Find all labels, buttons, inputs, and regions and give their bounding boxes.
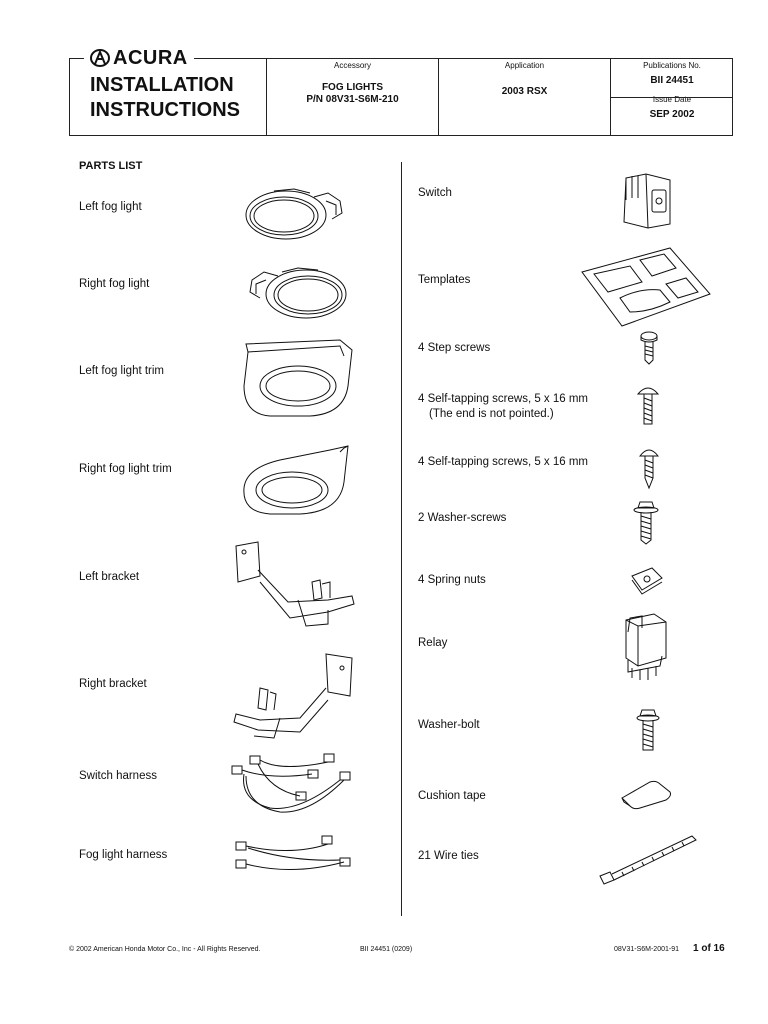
self-tapping-blunt-label: 4 Self-tapping screws, 5 x 16 mm bbox=[418, 393, 589, 405]
publications-value: BII 24451 bbox=[650, 75, 694, 86]
part-label-spring-nuts: 4 Spring nuts bbox=[418, 574, 486, 586]
footer-doc-code: BII 24451 (0209) bbox=[360, 946, 413, 953]
part-label-step-screws: 4 Step screws bbox=[418, 342, 491, 354]
part-label-fog-light-harness: Fog light harness bbox=[79, 849, 168, 861]
spring-nut-icon bbox=[628, 566, 664, 594]
accessory-cell bbox=[266, 59, 438, 135]
self-tapping-screw-icon bbox=[638, 446, 660, 490]
switch-harness-icon bbox=[230, 750, 358, 818]
part-label-right-fog-light: Right fog light bbox=[79, 278, 150, 290]
left-bracket-icon bbox=[228, 540, 358, 630]
cell-divider bbox=[611, 97, 733, 98]
application-label: Application bbox=[504, 61, 545, 70]
part-label-washer-screws: 2 Washer-screws bbox=[418, 512, 507, 524]
self-tapping-blunt-note: (The end is not pointed.) bbox=[429, 408, 554, 420]
part-label-templates: Templates bbox=[418, 274, 471, 286]
column-divider bbox=[401, 162, 402, 916]
footer-part-code: 08V31-S6M-2001-91 bbox=[614, 946, 679, 953]
accessory-label: Accessory bbox=[334, 61, 371, 70]
issue-date-value: SEP 2002 bbox=[649, 109, 695, 120]
page-number: 1 of 16 bbox=[693, 943, 725, 954]
templates-icon bbox=[580, 246, 712, 328]
part-label-relay: Relay bbox=[418, 637, 448, 649]
part-label-washer-bolt: Washer-bolt bbox=[418, 719, 480, 731]
right-bracket-icon bbox=[230, 648, 358, 740]
part-label-switch-harness: Switch harness bbox=[79, 770, 157, 782]
footer-copyright: © 2002 American Honda Motor Co., Inc - All Rights Reserved. bbox=[69, 946, 261, 953]
part-label-cushion-tape: Cushion tape bbox=[418, 790, 486, 802]
acura-logo-icon bbox=[90, 49, 110, 67]
brand-name: ACURA bbox=[113, 46, 188, 69]
page-title bbox=[90, 73, 240, 123]
issue-date-label: Issue Date bbox=[652, 95, 692, 104]
title-line-1: INSTALLATION bbox=[90, 74, 234, 96]
part-label-left-bracket: Left bracket bbox=[79, 571, 140, 583]
switch-icon bbox=[618, 170, 674, 230]
washer-bolt-icon bbox=[634, 708, 662, 754]
left-fog-light-trim-icon bbox=[240, 336, 356, 420]
self-tapping-screw-blunt-icon bbox=[636, 384, 660, 428]
parts-list-title: PARTS LIST bbox=[79, 160, 143, 172]
cushion-tape-icon bbox=[616, 780, 674, 810]
right-fog-light-icon bbox=[246, 262, 350, 322]
title-line-2: INSTRUCTIONS bbox=[90, 99, 240, 121]
part-label-left-fog-light: Left fog light bbox=[79, 201, 142, 213]
washer-screw-icon bbox=[632, 500, 660, 546]
part-label-left-fog-light-trim: Left fog light trim bbox=[79, 365, 165, 377]
part-label-self-tapping-blunt bbox=[418, 392, 588, 422]
part-label-switch: Switch bbox=[418, 187, 452, 199]
left-fog-light-icon bbox=[244, 183, 348, 243]
publication-cell bbox=[610, 59, 733, 135]
fog-light-harness-icon bbox=[232, 832, 356, 878]
application-cell bbox=[438, 59, 610, 135]
step-screw-icon bbox=[638, 330, 660, 366]
application-value: 2003 RSX bbox=[501, 86, 548, 97]
publications-label: Publications No. bbox=[643, 61, 701, 70]
header-box bbox=[69, 46, 733, 136]
relay-icon bbox=[620, 612, 670, 684]
right-fog-light-trim-icon bbox=[240, 442, 356, 518]
accessory-name: FOG LIGHTS bbox=[321, 82, 384, 93]
part-label-right-bracket: Right bracket bbox=[79, 678, 147, 690]
part-number: P/N 08V31-S6M-210 bbox=[306, 94, 399, 105]
brand-logo bbox=[84, 47, 194, 69]
part-label-right-fog-light-trim: Right fog light trim bbox=[79, 463, 172, 475]
part-label-self-tapping: 4 Self-tapping screws, 5 x 16 mm bbox=[418, 456, 589, 468]
wire-tie-icon bbox=[596, 832, 700, 888]
part-label-wire-ties: 21 Wire ties bbox=[418, 850, 479, 862]
